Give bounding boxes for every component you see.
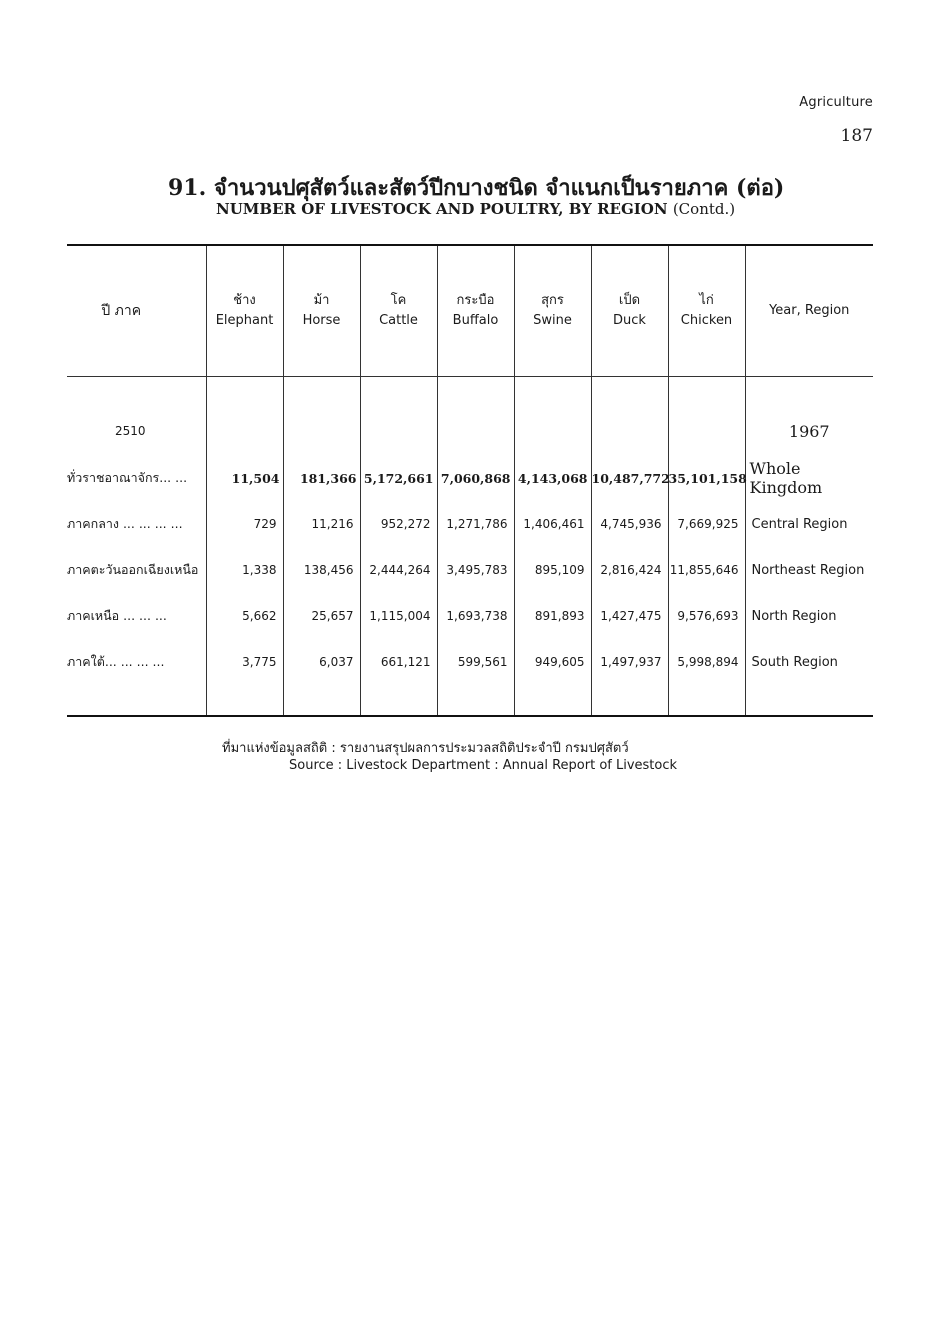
year-english: 1967 <box>788 421 830 441</box>
header-swine-thai: สุกร <box>541 293 564 308</box>
year-thai: 2510 <box>67 407 206 455</box>
header-elephant <box>206 246 283 376</box>
header-buffalo-english: Buffalo <box>452 313 499 328</box>
row-label: ทั่วราชอาณาจักร... ... <box>67 455 206 501</box>
row-region: South Region <box>751 654 838 670</box>
cell-cattle: 661,121 <box>360 639 437 685</box>
cell-duck: 10,487,772 <box>591 455 668 501</box>
table-title-english <box>216 200 735 218</box>
cell-duck: 4,745,936 <box>591 501 668 547</box>
cell-horse: 11,216 <box>283 501 360 547</box>
row-label: ภาคตะวันออกเฉียงเหนือ <box>67 547 206 593</box>
table-spacer-row <box>67 685 873 715</box>
cell-buffalo: 599,561 <box>437 639 514 685</box>
header-cattle-thai: โค <box>390 293 407 308</box>
cell-elephant: 729 <box>206 501 283 547</box>
cell-elephant: 3,775 <box>206 639 283 685</box>
cell-chicken: 35,101,158 <box>668 455 745 501</box>
cell-swine: 949,605 <box>514 639 591 685</box>
header-year-region-thai: ปี ภาค <box>67 246 206 376</box>
table-row <box>67 547 873 593</box>
cell-swine: 4,143,068 <box>514 455 591 501</box>
row-region: Central Region <box>751 516 848 532</box>
cell-swine: 891,893 <box>514 593 591 639</box>
cell-duck: 1,427,475 <box>591 593 668 639</box>
header-horse <box>283 246 360 376</box>
header-elephant-english: Elephant <box>215 313 274 328</box>
cell-buffalo: 1,693,738 <box>437 593 514 639</box>
cell-duck: 1,497,937 <box>591 639 668 685</box>
table-header-row <box>67 246 873 376</box>
cell-chicken: 7,669,925 <box>668 501 745 547</box>
livestock-table <box>67 244 873 717</box>
cell-horse: 6,037 <box>283 639 360 685</box>
page-number: 187 <box>840 126 873 146</box>
header-chicken-thai: ไก่ <box>699 293 714 308</box>
cell-buffalo: 7,060,868 <box>437 455 514 501</box>
header-duck-english: Duck <box>613 313 646 328</box>
cell-horse: 25,657 <box>283 593 360 639</box>
header-chicken <box>668 246 745 376</box>
table-bottom-rule <box>67 715 873 717</box>
cell-elephant: 1,338 <box>206 547 283 593</box>
cell-swine: 1,406,461 <box>514 501 591 547</box>
header-cattle-english: Cattle <box>379 313 418 328</box>
cell-cattle: 2,444,264 <box>360 547 437 593</box>
cell-elephant: 11,504 <box>206 455 283 501</box>
header-horse-english: Horse <box>302 313 341 328</box>
header-cattle <box>360 246 437 376</box>
header-swine <box>514 246 591 376</box>
table-row <box>67 639 873 685</box>
cell-chicken: 5,998,894 <box>668 639 745 685</box>
section-label: Agriculture <box>799 95 873 110</box>
cell-cattle: 952,272 <box>360 501 437 547</box>
cell-buffalo: 1,271,786 <box>437 501 514 547</box>
table-row <box>67 455 873 501</box>
row-region: Whole Kingdom <box>749 459 823 497</box>
header-horse-thai: ม้า <box>313 293 330 308</box>
source-thai: ที่มาแห่งข้อมูลสถิติ : รายงานสรุปผลการประมวลสถิติประจำปี กรมปศุสัตว์ <box>222 741 629 756</box>
cell-swine: 895,109 <box>514 547 591 593</box>
cell-cattle: 1,115,004 <box>360 593 437 639</box>
year-row <box>67 407 873 455</box>
cell-chicken: 9,576,693 <box>668 593 745 639</box>
header-buffalo <box>437 246 514 376</box>
header-duck-thai: เป็ด <box>618 293 641 308</box>
header-chicken-english: Chicken <box>680 313 733 328</box>
row-label: ภาคเหนือ ... ... ... <box>67 593 206 639</box>
source-english: Source : Livestock Department : Annual Report of Livestock <box>289 758 678 773</box>
header-swine-english: Swine <box>533 313 572 328</box>
cell-chicken: 11,855,646 <box>668 547 745 593</box>
table-title-thai: 91. จำนวนปศุสัตว์และสัตว์ปีกบางชนิด จำแนกเป็นรายภาค (ต่อ) <box>168 175 785 201</box>
header-buffalo-thai: กระบือ <box>456 293 495 308</box>
row-label: ภาคกลาง ... ... ... ... <box>67 501 206 547</box>
cell-buffalo: 3,495,783 <box>437 547 514 593</box>
row-label: ภาคใต้... ... ... ... <box>67 639 206 685</box>
cell-horse: 181,366 <box>283 455 360 501</box>
header-elephant-thai: ช้าง <box>233 293 256 308</box>
cell-duck: 2,816,424 <box>591 547 668 593</box>
table-title-english-main: NUMBER OF LIVESTOCK AND POULTRY, BY REGION <box>216 200 668 218</box>
table-row <box>67 593 873 639</box>
cell-elephant: 5,662 <box>206 593 283 639</box>
row-region: North Region <box>751 608 837 624</box>
table-row <box>67 501 873 547</box>
header-year-region-english: Year, Region <box>769 303 850 318</box>
row-region: Northeast Region <box>751 562 865 578</box>
cell-horse: 138,456 <box>283 547 360 593</box>
header-duck <box>591 246 668 376</box>
cell-cattle: 5,172,661 <box>360 455 437 501</box>
table-title-contd: (Contd.) <box>672 200 736 218</box>
table-spacer-row <box>67 377 873 407</box>
